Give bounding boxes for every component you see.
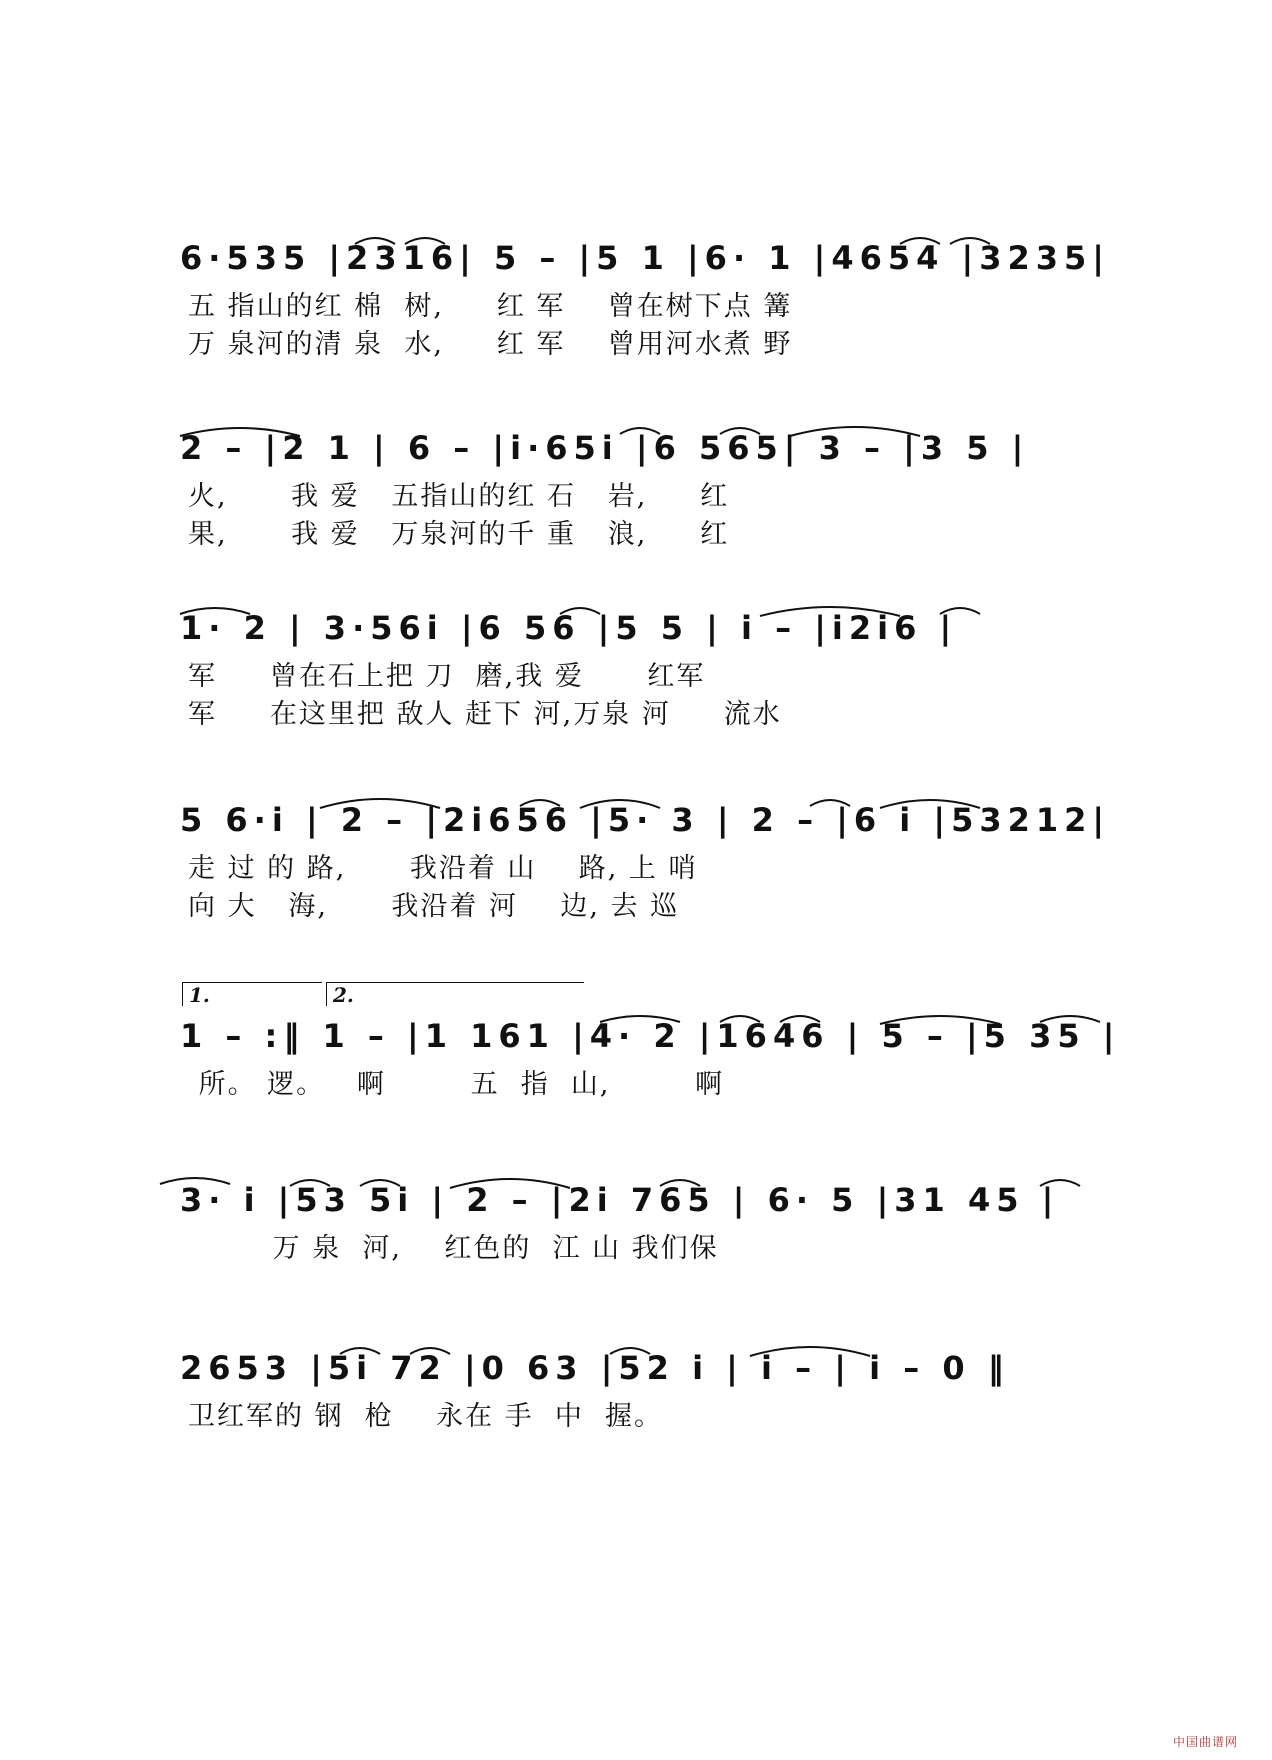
watermark-footer: 中国曲谱网 [1172, 1735, 1238, 1749]
lyric-verse-1: 所。 逻。 啊 五 指 山, 啊 [188, 1069, 725, 1100]
lyric-verse-2: 向 大 海, 我沿着 河 边, 去 巡 [188, 891, 680, 922]
notation-line: 1· 2 | 3·56i |6 56 |5 5 | i – |i2i6 | [180, 609, 958, 647]
notation-line: 2 – |2 1 | 6 – |i·65i |6 565| 3 – |3 5 | [180, 429, 1030, 467]
notation-line: 1 – :‖ 1 – |1 161 |4· 2 |1646 | 5 – |5 35 | [180, 1017, 1121, 1055]
lyric-verse-1: 火, 我 爱 五指山的红 石 岩, 红 [188, 481, 730, 512]
notation-line: 2653 |5i 72 |0 63 |52 i | i – | i – 0 ‖ [180, 1349, 1010, 1387]
lyric-verse-1: 五 指山的红 棉 树, 红 军 曾在树下点 篝 [188, 291, 793, 322]
lyric-verse-1: 卫红军的 钢 枪 永在 手 中 握。 [188, 1401, 663, 1432]
lyric-verse-1: 万 泉 河, 红色的 江 山 我们保 [188, 1233, 719, 1264]
lyric-verse-2: 果, 我 爱 万泉河的千 重 浪, 红 [188, 519, 730, 550]
lyric-verse-1: 走 过 的 路, 我沿着 山 路, 上 哨 [188, 853, 698, 884]
notation-line: 5 6·i | 2 – |2i656 |5· 3 | 2 – |6 i |53212| [180, 801, 1111, 839]
lyric-verse-1: 军 曾在石上把 刀 磨,我 爱 红军 [188, 661, 706, 692]
volta-first-ending: 1. [182, 982, 322, 1006]
lyric-verse-2: 万 泉河的清 泉 水, 红 军 曾用河水煮 野 [188, 329, 793, 360]
notation-line: 6·535 |2316| 5 – |5 1 |6· 1 |4654 |3235| [180, 239, 1110, 277]
lyric-verse-2: 军 在这里把 敌人 赶下 河,万泉 河 流水 [188, 699, 782, 730]
volta-second-ending: 2. [326, 982, 584, 1006]
notation-line: 3· i |53 5i | 2 – |2i 765 | 6· 5 |31 45 | [180, 1181, 1060, 1219]
